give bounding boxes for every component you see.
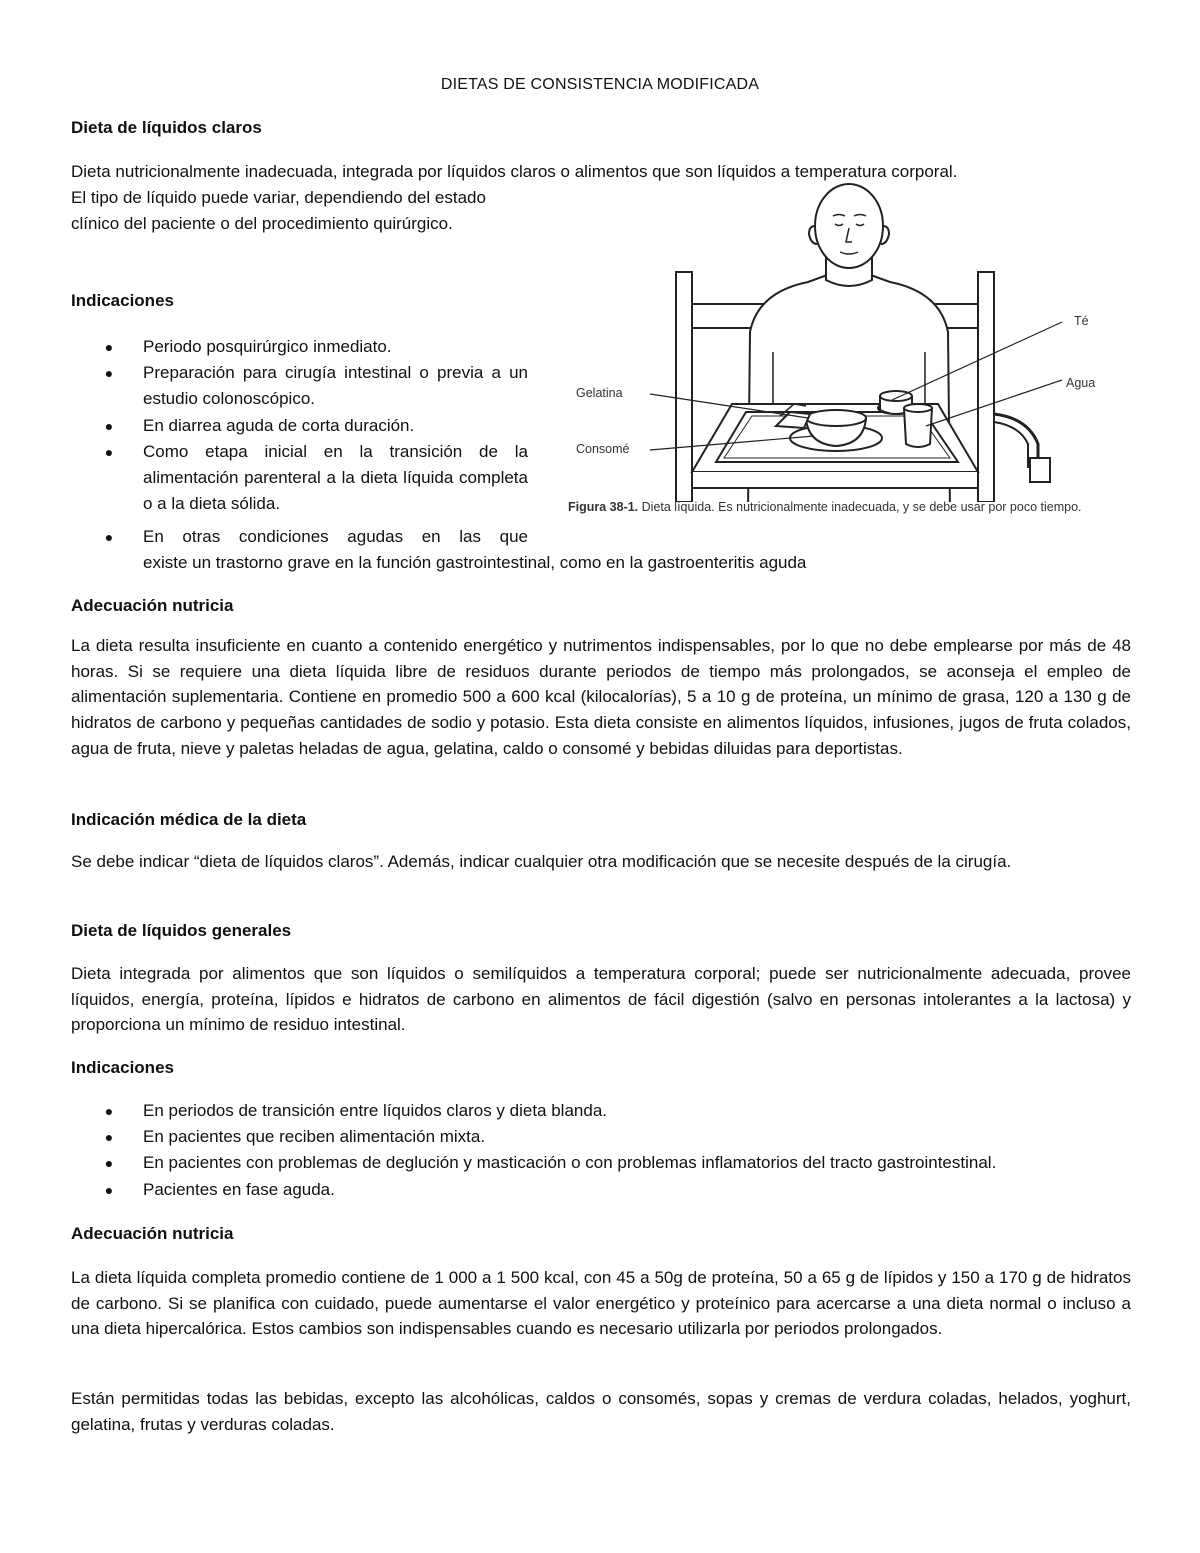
general-liquids-intro: Dieta integrada por alimentos que son líquidos o semilíquidos a temperatura corporal; puede ser nutricionalmente adecuada, provee líquidos, energía, proteína, lípidos e hidratos de carbono en alimentos de fácil digestión (salvo en personas intolerantes a la lactosa) y proporciona un mínimo de residuo intestinal. <box>71 964 1131 1035</box>
figure-caption <box>568 500 1118 515</box>
list-item: ● En diarrea aguda de corta duración. <box>71 413 528 439</box>
allowed-foods-text: Están permitidas todas las bebidas, excepto las alcohólicas, caldos o consomés, sopas y cremas de verdura coladas, helados, yoghurt, gelatina, frutas y verduras coladas. <box>71 1389 1131 1434</box>
bullet-icon: ● <box>104 417 114 434</box>
figure-label-agua: Agua <box>1066 376 1096 390</box>
figure-label-te: Té <box>1074 314 1089 328</box>
medical-indication-heading: Indicación médica de la dieta <box>71 810 307 829</box>
list-item: ● En periodos de transición entre líquidos claros y dieta blanda. <box>71 1098 1131 1124</box>
figure-label-consome: Consomé <box>576 442 630 456</box>
clear-liquids-intro-line: Dieta nutricionalmente inadecuada, integrada por líquidos claros o alimentos que son líquidos a temperatura corporal. <box>71 162 958 181</box>
indications-heading-1: Indicaciones <box>71 291 174 310</box>
adequacy-heading-1: Adecuación nutricia <box>71 596 234 615</box>
list-item: ● Periodo posquirúrgico inmediato. <box>71 334 528 360</box>
figure-caption-text: Dieta líquida. Es nutricionalmente inadecuada, y se debe usar por poco tiempo. <box>641 500 1082 514</box>
adequacy-text-1: La dieta resulta insuficiente en cuanto a contenido energético y nutrimentos indispensables, por lo que no debe emplearse por más de 48 horas. Si se requiere una dieta líquida libre de residuos durante periodos de tiempo más prolongados, se aconseja el empleo de alimentación suplementaria. Contiene en promedio 500 a 600 kcal (kilocalorías), 5 a 10 g de proteína, un mínimo de grasa, 120 a 130 g de hidratos de carbono y pequeñas cantidades de sodio y potasio. Esta dieta consiste en alimentos líquidos, infusiones, jugos de fruta colados, agua de fruta, nieve y paletas heladas de agua, gelatina, caldo o consomé y bebidas diluidas para deportistas. <box>71 636 1131 758</box>
bullet-icon: ● <box>104 365 114 382</box>
bullet-icon: ● <box>104 529 114 545</box>
indications-heading-2: Indicaciones <box>71 1058 174 1077</box>
patient-tray-illustration <box>568 182 1128 502</box>
section-heading-general-liquids: Dieta de líquidos generales <box>71 921 292 940</box>
figure-liquid-diet <box>568 182 1128 542</box>
figure-label-gelatina: Gelatina <box>576 386 623 400</box>
list-item: ● En pacientes con problemas de deglución y masticación o con problemas inflamatorios del tracto gastrointestinal. <box>71 1150 1131 1176</box>
section-heading-clear-liquids: Dieta de líquidos claros <box>71 118 262 137</box>
last-item-line2: existe un trastorno grave en la función gastrointestinal, como en la gastroenteritis aguda <box>143 553 807 573</box>
clear-liquids-intro-rest: El tipo de líquido puede variar, dependiendo del estado clínico del paciente o del procedimiento quirúrgico. <box>71 188 486 233</box>
figure-caption-label: Figura 38-1. <box>568 500 639 514</box>
list-item: ● En pacientes que reciben alimentación mixta. <box>71 1124 1131 1150</box>
bullet-icon: ● <box>104 1181 114 1198</box>
indications-list-2 <box>71 1098 1131 1203</box>
bullet-icon: ● <box>104 1155 114 1172</box>
bullet-icon: ● <box>104 1103 114 1119</box>
last-item-line1: En otras condiciones agudas en las que <box>143 527 528 546</box>
medical-indication-text: Se debe indicar “dieta de líquidos claros”. Además, indicar cualquier otra modificación que se necesite después de la cirugía. <box>71 852 1012 871</box>
bullet-icon: ● <box>104 443 114 460</box>
adequacy-heading-2: Adecuación nutricia <box>71 1224 234 1243</box>
list-item: ● Como etapa inicial en la transición de la alimentación parenteral a la dieta líquida completa o a la dieta sólida. <box>71 439 528 518</box>
bullet-icon: ● <box>104 1129 114 1146</box>
bullet-icon: ● <box>104 339 114 355</box>
list-item: ● Preparación para cirugía intestinal o previa a un estudio colonoscópico. <box>71 360 528 412</box>
adequacy-text-2: La dieta líquida completa promedio contiene de 1 000 a 1 500 kcal, con 45 a 50g de proteína, 50 a 65 g de lípidos y 150 a 170 g de hidratos de carbono. Si se planifica con cuidado, puede aumentarse el valor energético y proteínico para acercarse a una dieta normal o incluso a una dieta hipercalórica. Estos cambios son indispensables cuando es necesario utilizarla por periodos prolongados. <box>71 1268 1131 1339</box>
list-item: ● Pacientes en fase aguda. <box>71 1177 1131 1203</box>
document-title: DIETAS DE CONSISTENCIA MODIFICADA <box>440 76 760 93</box>
